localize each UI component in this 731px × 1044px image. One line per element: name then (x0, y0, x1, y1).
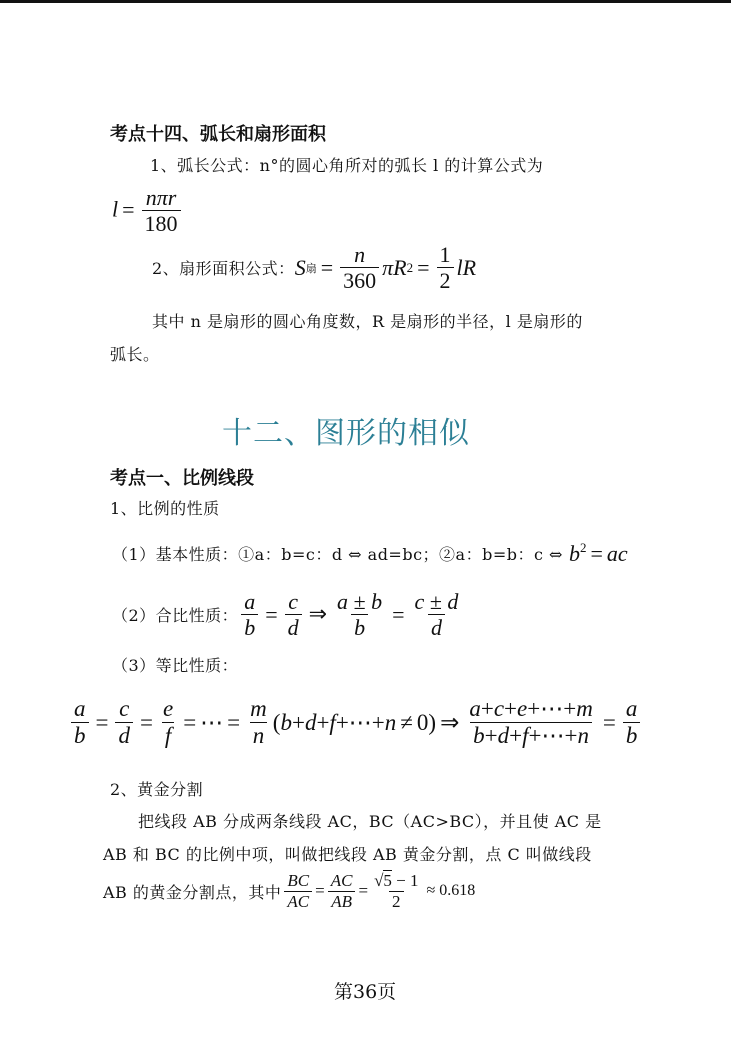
page-number: 第36页 (334, 981, 397, 1003)
page-top-border (0, 0, 731, 3)
sector-area-label: 2、扇形面积公式： (152, 259, 295, 279)
basic-property-text: （1）基本性质：①a：b=c：d ⇔ ad=bc；②a：b=b：c ⇔ (112, 545, 563, 564)
section-heading-arc-length: 考点十四、弧长和扇形面积 (110, 124, 326, 145)
sector-explanation-line2: 弧长。 (110, 345, 160, 364)
sector-area-line (152, 243, 476, 292)
golden-ratio-value: ≈ 0.618 (426, 882, 476, 900)
composition-property-label: （2）合比性质： (112, 606, 239, 626)
sector-explanation-line1: 其中 n 是扇形的圆心角度数，R 是扇形的半径，l 是扇形的 (152, 312, 583, 331)
golden-section-line1: 把线段 AB 分成两条线段 AC，BC（AC>BC），并且使 AC 是 (138, 812, 602, 831)
arc-length-formula: l = $\frac{\text{nπr}}{180}$ (112, 186, 184, 235)
equal-ratio-property-label: （3）等比性质： (112, 656, 239, 675)
section-heading-proportion: 考点一、比例线段 (110, 468, 254, 489)
composition-property-formula: $\frac{a}{b}$ = $\frac{c}{d}$ ⇒ $\frac{a \pm b}{b}$ = $\frac{c \pm d}{d}$ (238, 590, 464, 639)
composition-property-line (112, 590, 464, 639)
basic-property-formula: $b^2$ = ac (568, 540, 628, 566)
golden-section-line3-text: AB 的黄金分割点，其中 (103, 882, 282, 902)
basic-property-line (112, 540, 628, 567)
sector-area-formula: S 扇 = $\frac{n}{360}$ πR 2 = $\frac{1}{2}$ lR (294, 242, 477, 294)
golden-section-line2: AB 和 BC 的比例中项，叫做把线段 AB 黄金分割，点 C 叫做线段 (103, 845, 592, 864)
golden-ratio-formula: $\frac{BC}{AC}$ = $\frac{AC}{AB}$ = $\frac{√5 - 1}{2}$ (281, 872, 424, 911)
golden-section-subheading: 2、黄金分割 (110, 780, 204, 799)
proportion-properties-subheading: 1、比例的性质 (110, 499, 220, 518)
golden-section-line3 (103, 872, 475, 911)
equal-ratio-formula: $\frac{a}{b}$ = $\frac{c}{d}$ = $\frac{e}{f}$ = ⋯ = $\frac{m}{n}$ ( b + d + f +⋯+ n ≠ 0) ⇒ $\frac{a+c+e+\cdots+m}{b+d+f+\cdots+n}$ = $\frac{a}{b}$ (68, 697, 643, 748)
arc-length-text: 1、弧长公式：n°的圆心角所对的弧长 l 的计算公式为 (150, 156, 544, 175)
chapter-title: 十二、图形的相似 (222, 416, 470, 451)
